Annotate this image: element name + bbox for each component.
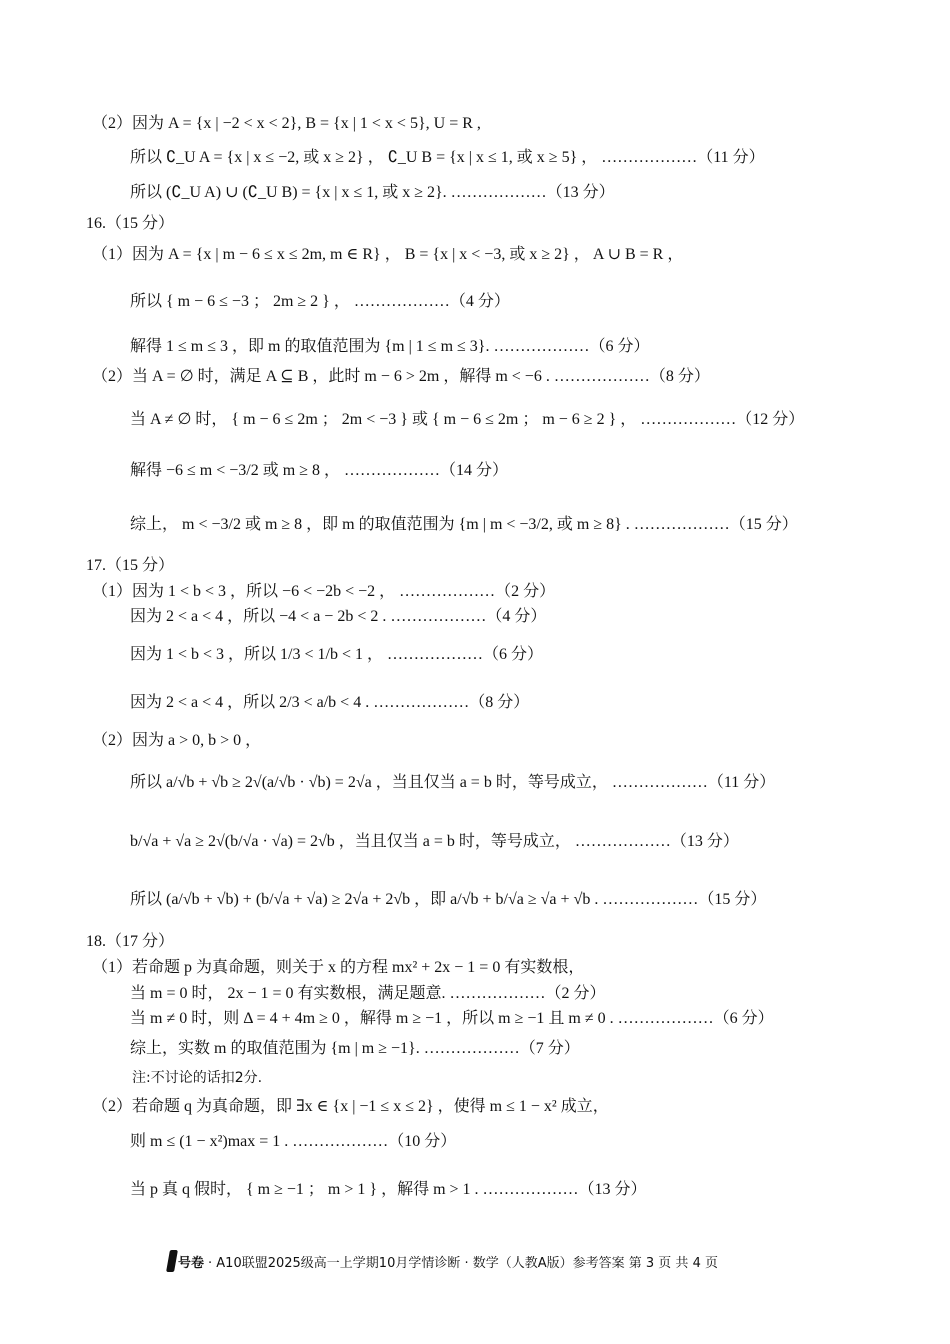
answer-line-p18_2_c: 当 p 真 q 假时， { m ≥ −1 ； m > 1 } ，解得 m > 1 . ………………（13 分） (130, 1181, 647, 1198)
answer-line-p18_1_c: 当 m ≠ 0 时，则 Δ = 4 + 4m ≥ 0 ，解得 m ≥ −1 ，所以 m ≥ −1 且 m ≠ 0 . ………………（6 分） (130, 1010, 774, 1027)
answer-line-p15_2_c: 所以 (∁_U A) ∪ (∁_U B) = {x | x ≤ 1, 或 x ≥ 2}. ………………（13 分） (130, 184, 615, 201)
answer-line-p18_1_a: （1）若命题 p 为真命题，则关于 x 的方程 mx² + 2x − 1 = 0 有实数根， (92, 959, 585, 976)
answer-line-p16_1_a: （1）因为 A = {x | m − 6 ≤ x ≤ 2m, m ∈ R} ， B = {x | x < −3, 或 x ≥ 2} ， A ∪ B = R ， (92, 246, 684, 263)
answer-line-p15_2_a: （2）因为 A = {x | −2 < x < 2}, B = {x | 1 < x < 5}, U = R , (92, 115, 481, 132)
page-footer (168, 1250, 718, 1272)
logo-text: 号卷 (178, 1255, 205, 1271)
answer-line-p15_2_b: 所以 ∁_U A = {x | x ≤ −2, 或 x ≥ 2} ， ∁_U B = {x | x ≤ 1, 或 x ≥ 5} ， ………………（11 分） (130, 149, 765, 166)
answer-line-q17: 17.（15 分） (86, 557, 175, 574)
answer-line-p17_1_c: 因为 1 < b < 3 ，所以 1/3 < 1/b < 1 ， ………………（6 分） (130, 646, 543, 663)
answer-line-p16_2_d: 综上， m < −3/2 或 m ≥ 8 ，即 m 的取值范围为 {m | m < −3/2, 或 m ≥ 8} . ………………（15 分） (130, 516, 798, 533)
answer-line-p18_2_a: （2）若命题 q 为真命题，即 ∃x ∈ {x | −1 ≤ x ≤ 2} ，使得 m ≤ 1 − x² 成立， (92, 1098, 609, 1115)
footer-text: · A10联盟2025级高一上学期10月学情诊断 · 数学（人教A版）参考答案 第 3 页 共 4 页 (208, 1255, 718, 1271)
answer-line-p16_2_a: （2）当 A = ∅ 时，满足 A ⊆ B ，此时 m − 6 > 2m ，解得 m < −6 . ………………（8 分） (92, 368, 710, 385)
answer-line-p16_2_c: 解得 −6 ≤ m < −3/2 或 m ≥ 8 ， ………………（14 分） (130, 462, 508, 479)
answer-line-p16_2_b: 当 A ≠ ∅ 时， { m − 6 ≤ 2m ； 2m < −3 } 或 { m − 6 ≤ 2m ； m − 6 ≥ 2 } ， ………………（12 分） (130, 411, 805, 428)
answer-line-p18_1_d: 综上，实数 m 的取值范围为 {m | m ≥ −1}. ………………（7 分） (130, 1040, 580, 1057)
answer-line-p18_1_b: 当 m = 0 时， 2x − 1 = 0 有实数根，满足题意. ………………（2 分） (130, 985, 606, 1002)
answer-line-p16_1_c: 解得 1 ≤ m ≤ 3 ，即 m 的取值范围为 {m | 1 ≤ m ≤ 3}. ………………（6 分） (130, 338, 650, 355)
answer-line-p18_1_note: 注:不讨论的话扣2分. (132, 1070, 263, 1086)
logo-mark-icon (166, 1250, 178, 1272)
answer-line-p17_2_b: 所以 a/√b + √b ≥ 2√(a/√b · √b) = 2√a ，当且仅当 a = b 时，等号成立， ………………（11 分） (130, 774, 776, 791)
answer-line-p17_2_d: 所以 (a/√b + √b) + (b/√a + √a) ≥ 2√a + 2√b ，即 a/√b + b/√a ≥ √a + √b . ………………（15 分） (130, 891, 767, 908)
answer-line-p17_1_a: （1）因为 1 < b < 3 ，所以 −6 < −2b < −2 ， ………………（2 分） (92, 583, 556, 600)
answer-line-q16: 16.（15 分） (86, 215, 175, 232)
brand-logo (168, 1250, 204, 1272)
answer-line-p17_1_b: 因为 2 < a < 4 ，所以 −4 < a − 2b < 2 . ………………（4 分） (130, 608, 547, 625)
answer-line-p17_1_d: 因为 2 < a < 4 ，所以 2/3 < a/b < 4 . ………………（8 分） (130, 694, 530, 711)
answer-line-p17_2_a: （2）因为 a > 0, b > 0 ， (92, 732, 262, 749)
answer-line-p17_2_c: b/√a + √a ≥ 2√(b/√a · √a) = 2√b ，当且仅当 a = b 时，等号成立， ………………（13 分） (130, 833, 739, 850)
answer-line-p16_1_b: 所以 { m − 6 ≤ −3 ； 2m ≥ 2 } ， ………………（4 分） (130, 293, 510, 310)
answer-line-p18_2_b: 则 m ≤ (1 − x²)max = 1 . ………………（10 分） (130, 1133, 457, 1150)
answer-line-q18: 18.（17 分） (86, 933, 175, 950)
